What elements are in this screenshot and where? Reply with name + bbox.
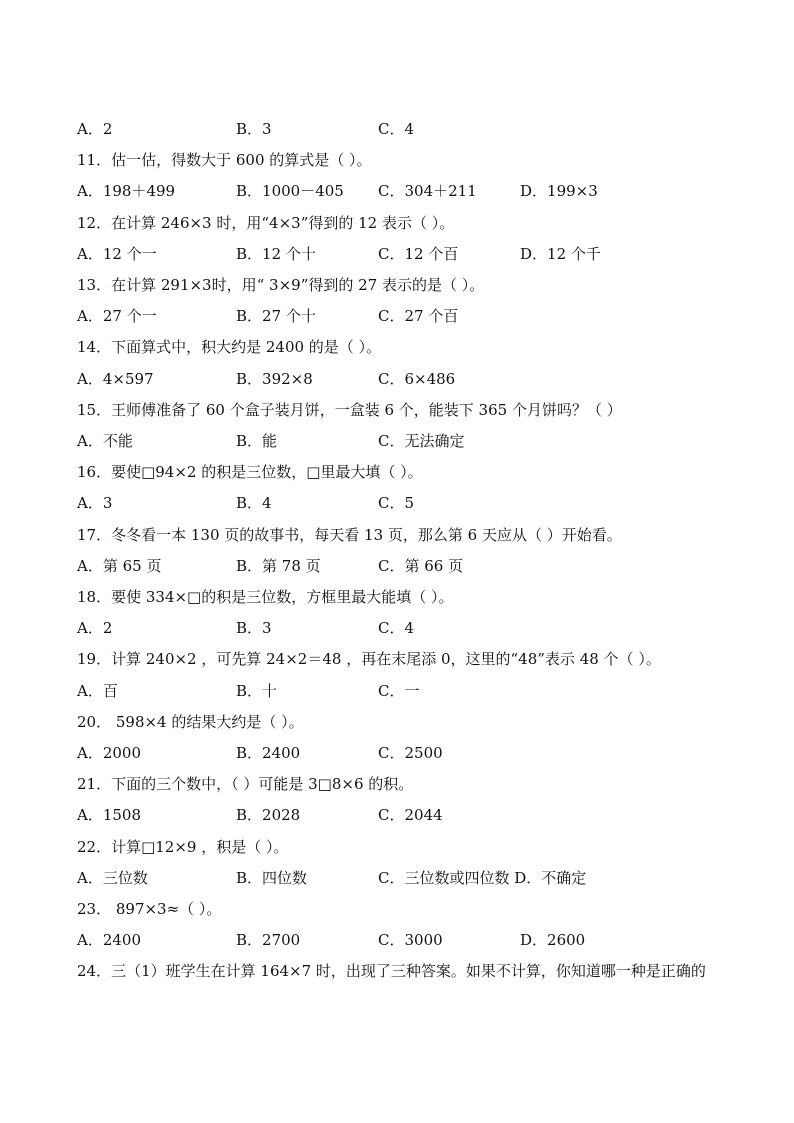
question-text: 16．要使□94×2 的积是三位数，□里最大填（ ）。 (77, 463, 423, 482)
question-line (0, 835, 794, 859)
question-line (0, 335, 794, 359)
question-line (0, 273, 794, 297)
option-d: D．199×3 (520, 182, 598, 201)
option-a: A．27 个一 (77, 307, 157, 326)
question-text: 14．下面算式中，积大约是 2400 的是（ ）。 (77, 338, 382, 357)
question-line (0, 460, 794, 484)
option-a: A．1508 (77, 806, 142, 825)
option-b: B．第 78 页 (236, 556, 321, 575)
question-text: 20． 598×4 的结果大约是（ ）。 (77, 712, 304, 731)
option-b: B．2700 (236, 931, 301, 950)
option-b: B．12 个十 (236, 244, 316, 263)
option-c: C．12 个百 (378, 244, 459, 263)
option-a: A．2000 (77, 744, 142, 762)
options-line (0, 803, 794, 827)
option-a: A．198＋499 (77, 182, 176, 201)
option-c: C．2044 (378, 806, 443, 825)
options-line (0, 616, 794, 640)
question-line (0, 897, 794, 921)
question-line (0, 398, 794, 422)
options-line (0, 928, 794, 952)
option-c: C．三位数或四位数 D．不确定 (378, 868, 587, 887)
question-text: 11．估一估，得数大于 600 的算式是（ ）。 (77, 151, 372, 170)
question-line (0, 959, 794, 983)
options-line (0, 304, 794, 328)
option-b: B．27 个十 (236, 307, 316, 326)
option-a: A．2 (77, 619, 113, 638)
question-text: 13．在计算 291×3时，用“ 3×9”得到的 27 表示的是（ ）。 (77, 276, 485, 294)
option-b: B．十 (236, 681, 278, 700)
options-line (0, 179, 794, 203)
option-a: A．三位数 (77, 868, 148, 887)
question-line (0, 647, 794, 671)
question-text: 17．冬冬看一本 130 页的故事书，每天看 13 页，那么第 6 天应从（ ）开始看。 (77, 525, 622, 544)
option-b: B．2400 (236, 744, 301, 762)
options-line (0, 491, 794, 515)
options-line (0, 242, 794, 266)
question-line (0, 772, 794, 796)
question-text: 12．在计算 246×3 时，用“4×3”得到的 12 表示（ ）。 (77, 213, 455, 232)
option-b: B．四位数 (236, 868, 308, 887)
option-a: A．百 (77, 681, 118, 700)
option-b: B．3 (236, 619, 272, 638)
option-a: A．2 (77, 120, 113, 138)
options-line (0, 554, 794, 578)
option-b: B．能 (236, 432, 278, 450)
question-line (0, 211, 794, 235)
option-c: C．第 66 页 (378, 556, 464, 575)
option-c: C．5 (378, 494, 415, 513)
question-line (0, 148, 794, 172)
option-c: C．6×486 (378, 369, 456, 388)
option-c: C．4 (378, 619, 415, 638)
option-c: C．3000 (378, 931, 443, 950)
question-text: 22．计算□12×9 ，积是（ ）。 (77, 837, 289, 856)
option-a: A．第 65 页 (77, 556, 162, 575)
question-text: 23． 897×3≈（ ）。 (77, 900, 222, 918)
option-b: B．3 (236, 120, 272, 138)
option-c: C．一 (378, 681, 420, 700)
option-c: C．4 (378, 120, 415, 138)
option-b: B．4 (236, 494, 272, 513)
options-line (0, 866, 794, 890)
question-line (0, 585, 794, 609)
option-c: C．27 个百 (378, 307, 459, 326)
option-a: A．不能 (77, 432, 133, 450)
option-a: A．4×597 (77, 369, 154, 388)
question-text: 15．王师傅准备了 60 个盒子装月饼，一盒装 6 个，能装下 365 个月饼吗？（ ） (77, 400, 622, 419)
option-c: C．无法确定 (378, 432, 465, 450)
option-a: A．3 (77, 494, 113, 513)
question-text: 21．下面的三个数中，（ ）可能是 3□8×6 的积。 (77, 775, 414, 794)
question-line (0, 523, 794, 547)
options-line (0, 429, 794, 453)
options-line (0, 741, 794, 765)
option-a: A．2400 (77, 931, 142, 950)
option-c: C．304＋211 (378, 182, 477, 201)
option-d: D．12 个千 (520, 244, 601, 263)
option-c: C．2500 (378, 744, 443, 762)
option-d: D．2600 (520, 931, 586, 950)
question-text: 18．要使 334×□的积是三位数，方框里最大能填（ ）。 (77, 588, 454, 606)
question-text: 19．计算 240×2 ，可先算 24×2＝48 ，再在末尾添 0，这里的“48”表示 48 个（ ）。 (77, 650, 661, 669)
options-line (0, 679, 794, 703)
question-text: 24．三（1）班学生在计算 164×7 时，出现了三种答案。如果不计算，你知道哪一种是正确的 (77, 962, 706, 981)
question-line (0, 710, 794, 734)
option-b: B．1000－405 (236, 182, 344, 201)
options-line (0, 117, 794, 141)
options-line (0, 367, 794, 391)
option-b: B．392×8 (236, 369, 313, 388)
option-b: B．2028 (236, 806, 301, 825)
option-a: A．12 个一 (77, 244, 157, 263)
